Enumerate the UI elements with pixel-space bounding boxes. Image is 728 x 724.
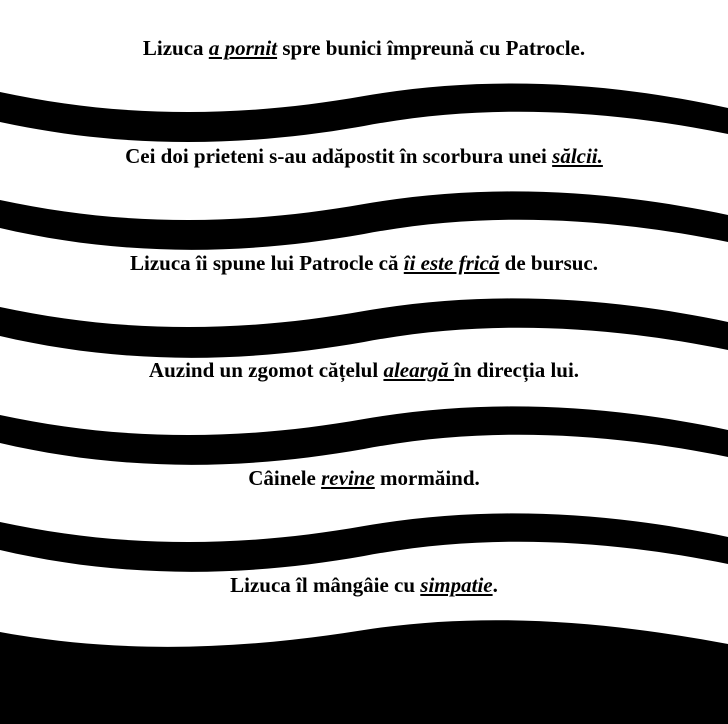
highlighted-word: sălcii. xyxy=(552,144,603,168)
sentence-1: Lizuca a pornit spre bunici împreună cu Patrocle. xyxy=(142,36,586,60)
highlighted-verb: revine xyxy=(321,466,375,490)
sentence-6: Lizuca îl mângâie cu simpatie. xyxy=(230,573,498,597)
highlighted-verb: a pornit xyxy=(208,36,278,60)
highlighted-word: simpatie xyxy=(420,573,493,597)
sentence-3: Lizuca îi spune lui Patrocle că îi este frică de bursuc. xyxy=(129,251,599,275)
sentence-4: Auzind un zgomot cățelul aleargă în direcția lui. xyxy=(148,358,580,382)
highlighted-verb: aleargă xyxy=(383,358,455,382)
highlighted-phrase: îi este frică xyxy=(403,251,500,275)
sentence-5: Câinele revine mormăind. xyxy=(248,466,480,490)
sentence-2: Cei doi prieteni s-au adăpostit în scorbura unei sălcii. xyxy=(125,144,603,168)
